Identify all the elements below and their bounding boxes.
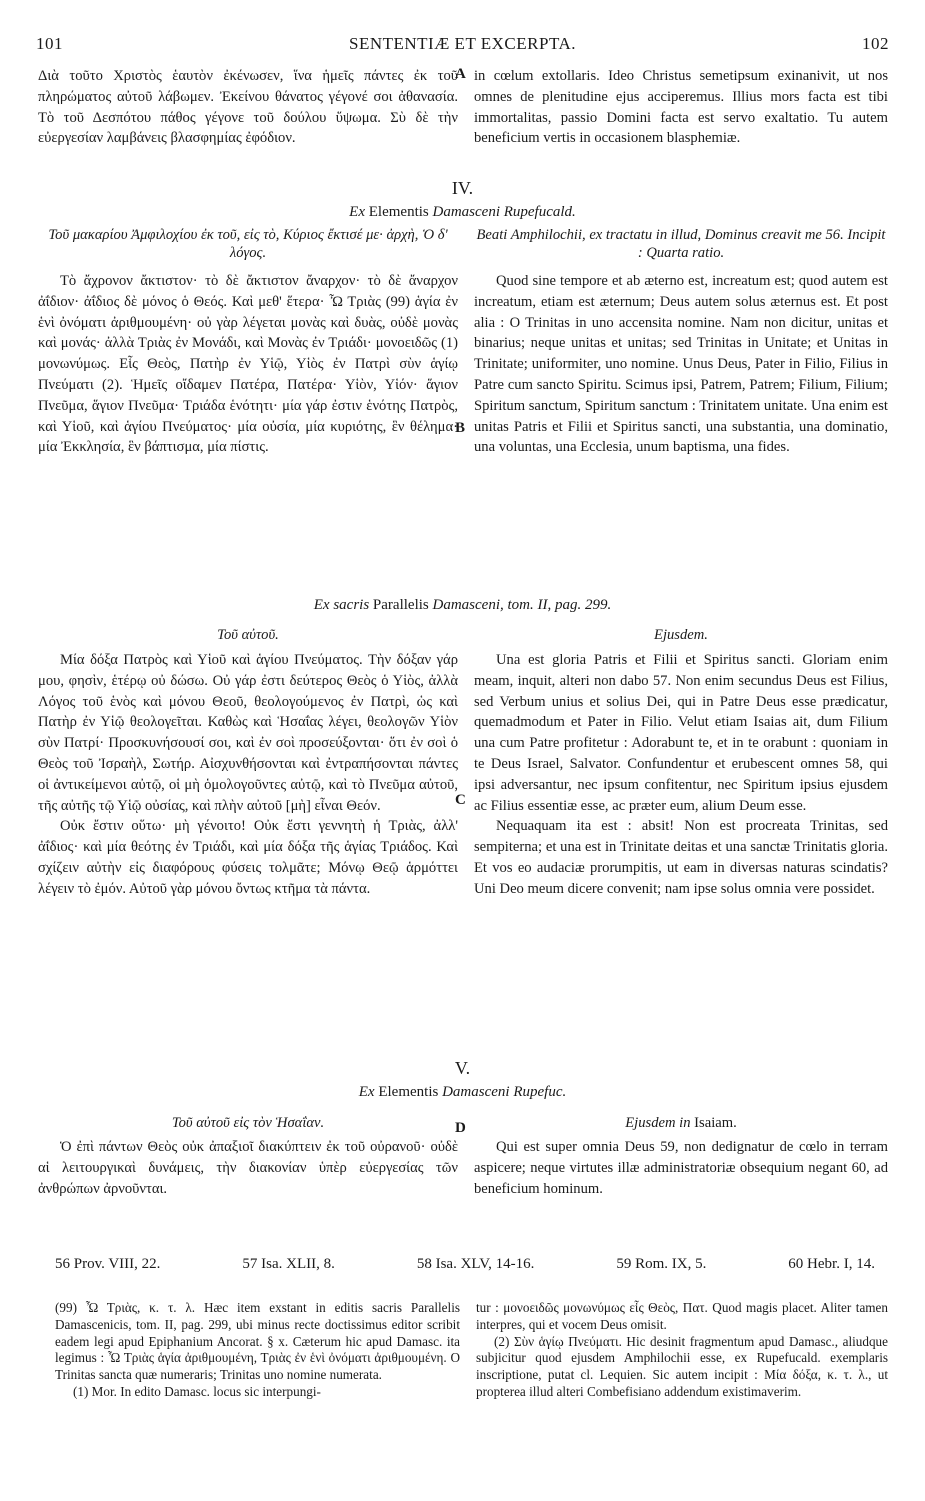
source-prefix: Ex — [349, 204, 365, 220]
section-iv-latin-text — [474, 271, 888, 458]
latin-paragraph: Una est gloria Patris et Filii et Spiritus sancti. Gloriam enim meam, inquit, alteri non dabo 57. Non enim secundus Deus est Filius, sed Verbum unius et solius Dei, qui in Patre Deus esse prædicatur, quemadmodum et Pater in Filio. Velut etiam Isaias ait, dum Filium una cum Patre profitetur : Adorabunt te, et in te orabunt : quoniam in te Deus Israel, Salvator. Confundentur et erubescent omnes 58, qui ipsi adversantur, nec ipsum confitentur, nec Spiritum ipsius ejusdem ac Filius essentiæ esse, ac præter eum, alium Deum esse. — [474, 652, 888, 814]
notes-left-column — [55, 1300, 460, 1401]
section-iv-greek-text — [38, 271, 458, 458]
greek-paragraph: Ὁ ἐπὶ πάντων Θεὸς οὐκ ἀπαξιοῖ διακύπτειν ἐκ τοῦ οὐρανοῦ· οὐδὲ αἱ λειτουργικαὶ δυνάμεις, τὴν διακονίαν ὑπὲρ εὐεργεσίας τῶν ἀνθρώπων ἀρνοῦνται. — [38, 1139, 458, 1197]
scripture-references — [55, 1256, 875, 1273]
margin-marker-d: D — [455, 1120, 466, 1136]
notes-right-column — [476, 1300, 888, 1401]
margin-marker-b: B — [455, 420, 466, 436]
note-99: (99) Ὦ Τριὰς, κ. τ. λ. Hæc item exstant in editis sacris Parallelis Damascenicis, tom. II, pag. 299, ubi minus recte doctissimus editor scribit eadem legi apud Epiphanium Ancorat. § x. Cæterum hic apud Damasc. ita legimus : Ὦ Τριὰς ἁγία ἀριθμουμένη, Τριὰς ἐν ἑνὶ ὀνόματι ἀριθμουμένη. O Trinitas sancta quæ numeraris; Trinitas uno nomine numerata. — [55, 1300, 460, 1383]
parallels-source — [0, 597, 925, 614]
greek-paragraph: Μία δόξα Πατρὸς καὶ Υἱοῦ καὶ ἁγίου Πνεύματος. Τὴν δόξαν γάρ μου, φησὶν, ἑτέρῳ οὐ δώσω. Οὐ γάρ ἐστι δεύτερος Θεὸς ὁ Υἱὸς, ἀλλὰ Λόγος τοῦ ἑνὸς καὶ μόνου Θεοῦ, θεολογούμενος ἐν Πατρὶ, ὡς καὶ Πατὴρ ἐν Υἱῷ θεολογεῖται. Καθὼς καὶ Ἡσαΐας λέγει, θεολογῶν Υἱὸν σὺν Πατρί· Προσκυνήσουσί σοι, καὶ ἐν σοὶ προσεύξονται· ὅτι ἐν σοὶ ὁ Θεὸς τοῦ Ἰσραὴλ, Σωτήρ. Αἰσχυνθήσονται καὶ ἐντραπήσονται πάντες οἱ ἀντικείμενοι αὐτῷ, οἱ μὴ ὁμολογοῦντες αὐτῷ, καὶ τὸ Πνεῦμα αὐτοῦ, τῆς αὐτῆς τῷ Υἱῷ οὐσίας, καὶ πλὴν αὐτοῦ [μὴ] εἶναι Θεόν. — [38, 652, 458, 814]
intro-greek-text: Διὰ τοῦτο Χριστὸς ἑαυτὸν ἐκένωσεν, ἵνα ἡμεῖς πάντες ἐκ τοῦ πληρώματος αὐτοῦ λάβωμεν. Ἐκείνου θάνατος γέγονέ σοι ἀθανασία. Τὸ τοῦ Δεσπότου πάθος γέγονε τοῦ δούλου ὕψωμα. Σὺ δὲ τὴν εὐεργεσίαν λαμβάνεις βλασφημίας ἐφόδιον. — [38, 68, 458, 147]
source-suffix: Damasceni Rupefuc. — [442, 1084, 567, 1100]
latin-title: Beati Amphilochii, ex tractatu in illud, Dominus creavit me 56. Incipit : Quarta ratio. — [476, 227, 886, 261]
greek-paragraph: Τὸ ἄχρονον ἄκτιστον· τὸ δὲ ἄκτιστον ἄναρχον· τὸ δὲ ἄναρχον ἀΐδιον· ἀΐδιος δὲ μόνος ὁ Θεός. Καὶ μεθ' ἕτερα· Ὦ Τριὰς (99) ἁγία ἐν ἑνὶ ὀνόματι ἀριθμουμένη· οὐ γὰρ λέγεται μονὰς καὶ δυὰς, οὐδὲ μονὰς καὶ μονάς· ἀλλὰ Τριὰς ἐν Μονάδι, καὶ Μονὰς ἐν Τριάδι· μονοειδῶς (1) μονωνύμως. Εἷς Θεὸς, Πατὴρ ἐν Υἱῷ, Υἱὸς ἐν Πατρὶ σὺν ἁγίῳ Πνεύματι (2). Ἡμεῖς οἴδαμεν Πατέρα, Πατέρα· Υἱὸν, Υἱόν· ἅγιον Πνεῦμα, ἅγιον Πνεῦμα· Τριάδα ἑνότητι· μία γάρ ἐστιν ἑνότης Πατρὸς, καὶ Υἱοῦ, καὶ ἁγίου Πνεύματος· μία οὐσία, μία κυριότης, ἓν θέλημα· μία Ἐκκλησία, ἓν βάπτισμα, μία πίστις. — [38, 273, 458, 456]
page-number-left: 101 — [36, 34, 63, 53]
running-title: SENTENTIÆ ET EXCERPTA. — [348, 34, 576, 53]
latin-subheading-italic: Ejusdem in — [625, 1115, 691, 1131]
source-prefix: Ex — [358, 1084, 375, 1100]
section-numeral-v: V. — [454, 1058, 471, 1078]
latin-subheading — [474, 1114, 888, 1132]
margin-marker-a: A — [455, 66, 466, 82]
section-iv-greek-text-2 — [38, 650, 458, 900]
source-main: Elementis — [368, 204, 429, 220]
source-prefix: Ex sacris — [313, 597, 370, 613]
latin-paragraph: Nequaquam ita est : absit! Non est procreata Trinitas, sed sempiterna; et una est in Trinitate deitas et una sanctæ Trinitatis gloria. Et vos eo audaciæ prorumpitis, ut eam in diversas naturas scindatis? Uni Deo meum dicere convenit; nam ipse solus omnia vere possidet. — [474, 818, 888, 897]
section-numeral-iv: IV. — [451, 178, 474, 198]
page-header — [36, 34, 889, 58]
latin-paragraph: Quod sine tempore et ab æterno est, increatum est; quod autem est increatum, etiam est æternum; Deus autem solus æternus est. Et post alia : O Trinitas in uno accensita nomine. Nam non dicitur, unitas et binarius; neque unitas et unitas; sed Trinitas in Unitate; et Unitas in Trinitate; uniformiter, uno nomine. Unus Deus, Pater in Filio, Filius in Patre cum sancto Spiritu. Scimus ipsi, Patrem, Patrem; Filium, Filium; Spiritum sanctum, Spiritum sanctum : Trinitatem unitate. Una enim est unitas Patris et Filii et Spiritus sancti, una substantia, una dominatio, una voluntas, una Ecclesia, unum baptisma, una fides. — [474, 273, 888, 456]
section-iv-source — [0, 204, 925, 221]
source-suffix: Damasceni Rupefucald. — [432, 204, 576, 220]
greek-paragraph: Οὐκ ἔστιν οὕτω· μὴ γένοιτο! Οὐκ ἔστι γεννητὴ ἡ Τριὰς, ἀλλ' ἀΐδιος· καὶ μία θεότης ἐν Τριάδι, καὶ μία δόξα τῆς ἁγίας Τριάδος. Καὶ σχίζειν αὐτὴν εἰς διαφόρους φύσεις τολμᾶτε; Μόνῳ Θεῷ ἁρμόττει λέγειν τὸ ἐμόν. Αὐτοῦ γὰρ μόνου ὄντως κτῆμα τὰ πάντα. — [38, 818, 458, 897]
note-1: (1) Mor. In edito Damasc. locus sic interpungi- — [73, 1383, 321, 1399]
latin-subheading-roman: Isaiam. — [694, 1115, 737, 1131]
latin-paragraph: Qui est super omnia Deus 59, non dedignatur de cœlo in terram aspicere; neque virtutes illæ administratoriæ obsequium negant 60, ad beneficium hominum. — [474, 1139, 888, 1197]
page-number-right: 102 — [862, 34, 889, 53]
source-main: Parallelis — [372, 597, 429, 613]
greek-subheading: Τοῦ αὐτοῦ. — [217, 627, 279, 643]
scripture-ref: 59 Rom. IX, 5. — [616, 1256, 707, 1272]
section-v-latin-text — [474, 1137, 888, 1199]
margin-marker-c: C — [455, 792, 466, 808]
scripture-ref: 56 Prov. VIII, 22. — [55, 1256, 161, 1272]
greek-title: Τοῦ μακαρίου Ἀμφιλοχίου ἐκ τοῦ, εἰς τὸ, Κύριος ἔκτισέ με· ἀρχὴ, Ὁ δ' λόγος. — [48, 227, 448, 261]
source-main: Elementis — [378, 1084, 439, 1100]
scripture-ref: 58 Isa. XLV, 14-16. — [416, 1256, 535, 1272]
scripture-ref: 60 Hebr. I, 14. — [788, 1256, 875, 1272]
greek-subheading: Τοῦ αὐτοῦ εἰς τὸν Ἡσαΐαν. — [171, 1115, 325, 1131]
intro-greek — [38, 66, 458, 149]
note-2: (2) Σὺν ἁγίῳ Πνεύματι. Hic desinit fragmentum apud Damasc., aliudque subjicitur quod ejusdem Amphilochii esse, ex Rupefucald. exemplaris inscriptione, putat cl. Lequien. Sic autem incipit : Μία δόξα, κ. τ. λ., ut propterea illud alteri Combefisiano addendum existimaverim. — [476, 1333, 888, 1399]
section-v-source — [0, 1084, 925, 1101]
note-continuation: tur : μονοειδῶς μονωνύμως εἷς Θεὸς, Πατ. Quod magis placet. Aliter tamen interpres, qui et vocem Deus omisit. — [476, 1300, 888, 1332]
section-iv-latin-text-2 — [474, 650, 888, 900]
intro-latin-text: in cœlum extollaris. Ideo Christus semetipsum exinanivit, ut nos omnes de plenitudine ejus acciperemus. Illius mors facta est tibi immortalitas, passio Domini facta est servo exaltatio. Tu autem beneficium vertis in occasionem blasphemiæ. — [474, 68, 888, 147]
section-v-greek-text — [38, 1137, 458, 1199]
latin-subheading: Ejusdem. — [654, 627, 708, 643]
scripture-ref: 57 Isa. XLII, 8. — [242, 1256, 335, 1272]
intro-latin — [474, 66, 888, 149]
source-suffix: Damasceni, tom. II, pag. 299. — [432, 597, 612, 613]
